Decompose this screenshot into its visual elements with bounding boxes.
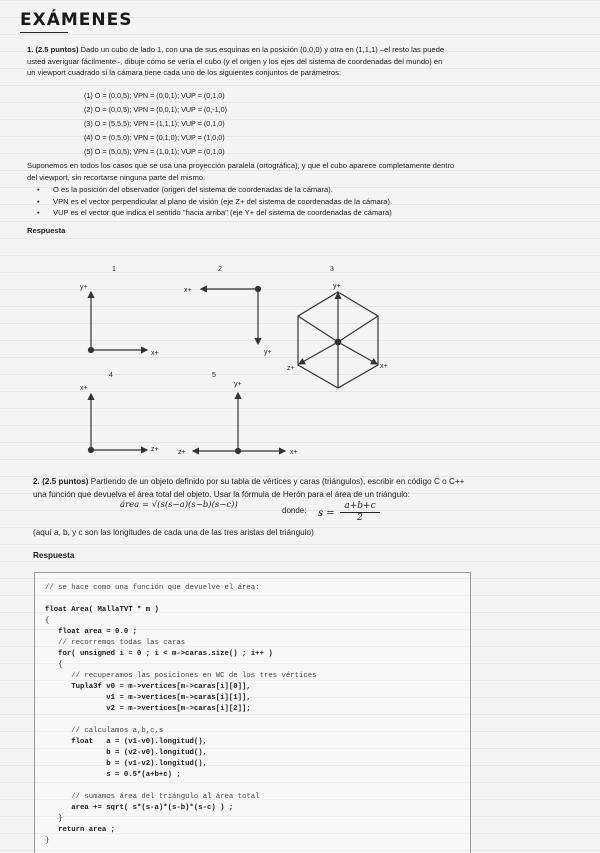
view-label-1: 1 bbox=[112, 266, 116, 273]
code-line: // se hace como una función que devuelve el área: bbox=[45, 584, 260, 592]
view-label-5: 5 bbox=[212, 372, 216, 379]
param-item: (1) O = (0,0,5); VPN = (0,0,1); VUP = (0,1,0) bbox=[84, 91, 225, 100]
view5-y-label: y+ bbox=[234, 381, 242, 388]
view1-y-label: y+ bbox=[80, 284, 88, 291]
code-line bbox=[45, 781, 470, 792]
fraction-numerator: a+b+c bbox=[340, 501, 380, 513]
donde-label: donde: bbox=[282, 506, 307, 515]
heron-formula: área = √(s(s−a)(s−b)(s−c)) bbox=[120, 500, 238, 510]
param-item: (4) O = (0,5,0); VPN = (0,1,0); VUP = (1,0,0) bbox=[84, 133, 225, 142]
page-title: EXÁMENES bbox=[20, 10, 133, 30]
code-line: Tupla3f v0 = m->vertices[m->caras[i][0]], bbox=[45, 683, 251, 691]
code-line: v1 = m->vertices[m->caras[i][1]], bbox=[45, 694, 251, 702]
definition-item: • VUP es el vector que indica el sentido "hacia arriba" (eje Y+ del sistema de coordenadas de cámara) bbox=[37, 208, 392, 217]
view3-z-axis bbox=[299, 342, 338, 364]
code-line: for( unsigned i = 0 ; i < m->caras.size() ; i++ ) bbox=[45, 650, 273, 658]
code-line: { bbox=[45, 661, 63, 669]
view3-cube-edge bbox=[338, 316, 378, 342]
s-variable: s = bbox=[318, 508, 335, 519]
code-line bbox=[45, 594, 470, 605]
code-line: } bbox=[45, 815, 63, 823]
code-line: b = (v1-v2).longitud(), bbox=[45, 760, 208, 768]
fraction-denominator: 2 bbox=[357, 513, 363, 523]
param-item: (5) O = (5,0,5); VPN = (1,0,1); VUP = (0,1,0) bbox=[84, 147, 225, 156]
view5-origin bbox=[236, 449, 241, 454]
code-block bbox=[34, 572, 471, 853]
code-line: } bbox=[45, 837, 50, 845]
question-2-note: (aquí a, b, y c son las longitudes de cada una de las tres aristas del triángulo) bbox=[33, 528, 314, 537]
view5-x-label: x+ bbox=[290, 449, 298, 456]
code-line: return area ; bbox=[45, 826, 116, 834]
code-line: b = (v2-v0).longitud(), bbox=[45, 749, 208, 757]
code-line: s = 0.5*(a+b+c) ; bbox=[45, 771, 181, 779]
view2-x-label: x+ bbox=[184, 287, 192, 294]
code-line: { bbox=[45, 617, 50, 625]
view3-x-label: x+ bbox=[380, 363, 388, 370]
answer-2-label: Respuesta bbox=[33, 551, 75, 560]
view2-origin bbox=[256, 287, 261, 292]
semiperimeter-fraction bbox=[340, 501, 380, 523]
question-2-lead: 2. (2.5 puntos) bbox=[33, 477, 89, 486]
code-line: area += sqrt( s*(s-a)*(s-b)*(s-c) ) ; bbox=[45, 804, 234, 812]
question-2-text bbox=[33, 476, 478, 501]
view3-x-axis bbox=[338, 342, 377, 364]
view5-z-label: z+ bbox=[178, 449, 186, 456]
view4-x-label: x+ bbox=[80, 385, 88, 392]
code-listing bbox=[35, 573, 470, 847]
view3-y-label: y+ bbox=[333, 283, 341, 290]
code-line bbox=[45, 715, 470, 726]
view4-origin bbox=[89, 448, 94, 453]
view-label-3: 3 bbox=[330, 266, 334, 273]
view3-cube-edge bbox=[298, 316, 338, 342]
code-line: v2 = m->vertices[m->caras[i][2]]; bbox=[45, 705, 251, 713]
param-item: (3) O = (5,5,5); VPN = (1,1,1); VUP = (0,1,0) bbox=[84, 119, 225, 128]
view3-origin bbox=[335, 339, 341, 345]
code-line: float area = 0.0 ; bbox=[45, 628, 137, 636]
view2-y-label: y+ bbox=[264, 349, 272, 356]
view-label-2: 2 bbox=[218, 266, 222, 273]
code-line: float a = (v1-v0).longitud(), bbox=[45, 738, 208, 746]
definition-item: • VPN es el vector perpendicular al plano de visión (eje Z+ del sistema de coordenadas de la cámara). bbox=[37, 196, 393, 206]
view4-z-label: z+ bbox=[151, 446, 159, 453]
view-label-4: 4 bbox=[109, 372, 113, 379]
code-line: // recuperamos las posiciones en WC de los tres vértices bbox=[45, 672, 317, 680]
view3-z-label: z+ bbox=[287, 365, 295, 372]
definition-item: • O es la posición del observador (origen del sistema de coordenadas de la cámara). bbox=[37, 185, 333, 194]
question-2-body: Partiendo de un objeto definido por su tabla de vértices y caras (triángulos), escribir en código C o C++ una función que devuelva el área total del objeto. Usar la fórmula de Herón para el área de un triángulo: bbox=[33, 477, 465, 499]
param-item: (2) O = (0,0,5); VPN = (0,0,1); VUP = (0,-1,0) bbox=[84, 105, 228, 114]
code-line: // calculamos a,b,c,s bbox=[45, 727, 164, 735]
answer-1-label: Respuesta bbox=[27, 226, 66, 235]
code-line: // sumamos área del triángulo al área total bbox=[45, 793, 260, 801]
question-1-lead: 1. (2.5 puntos) bbox=[27, 45, 79, 54]
code-line: float Area( MallaTVT * m ) bbox=[45, 606, 159, 614]
question-1-conditions: Suponemos en todos los casos que se usa una proyección paralela (ortográfica), y que el cubo aparece completamente dentro del viewport, sin recortarse ninguna parte del mismo. bbox=[27, 161, 455, 182]
view1-origin bbox=[89, 348, 94, 353]
view1-x-label: x+ bbox=[151, 350, 159, 357]
code-line: // recorremos todas las caras bbox=[45, 639, 186, 647]
question-1-body: Dado un cubo de lado 1, con una de sus esquinas en la posición (0,0,0) y otra en (1,1,1) –el resto las puede usted averiguar fácilmente–, dibuje cómo se vería el cubo (y el origen y los ejes del sistema de coordenadas del mundo) en un viewport cuadrado si la cámara tiene cada uno de los siguientes conjuntos de parámetros: bbox=[27, 45, 445, 77]
